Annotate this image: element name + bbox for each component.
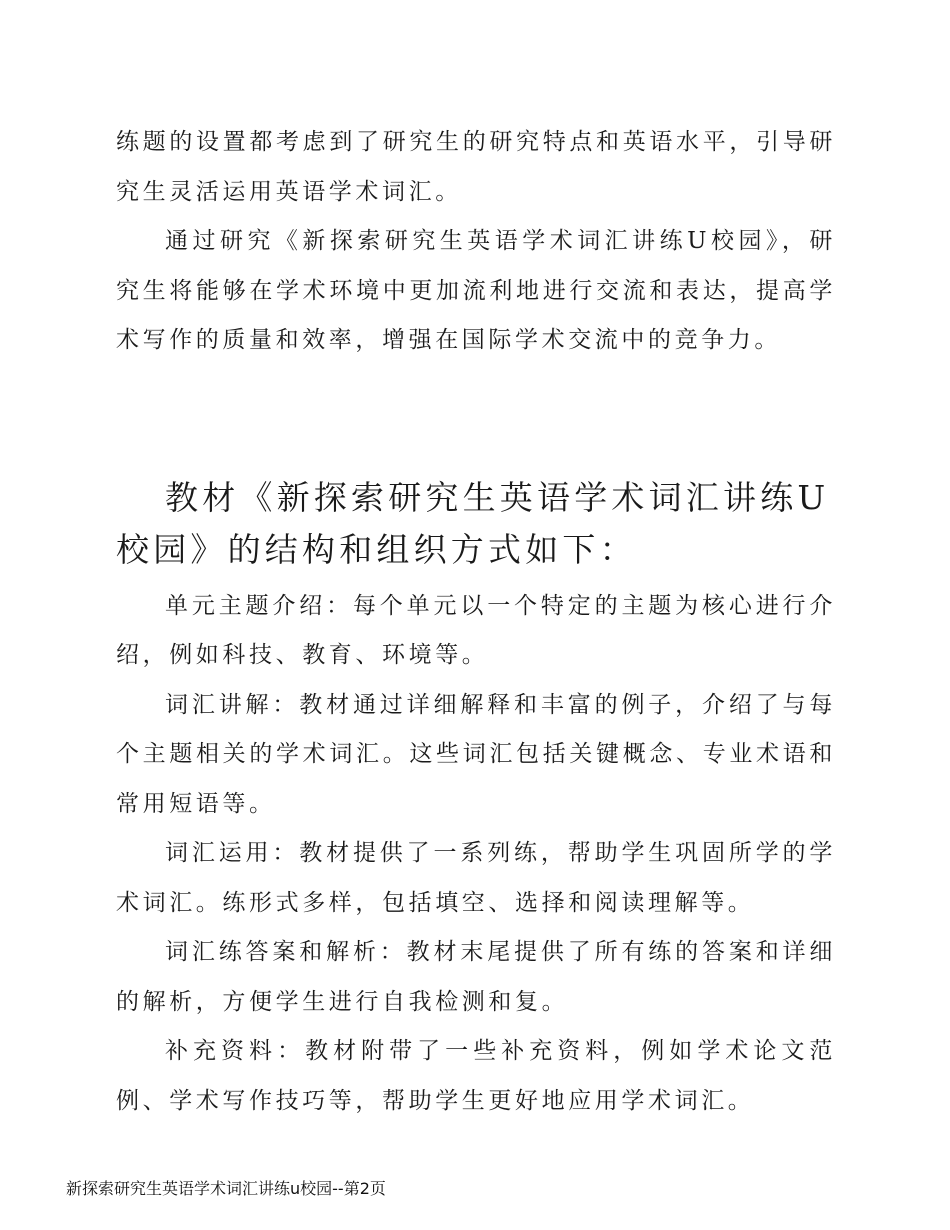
paragraph-vocab-practice: 词汇运用：教材提供了一系列练，帮助学生巩固所学的学术词汇。练形式多样，包括填空、选择和阅读理解等。 xyxy=(116,840,836,916)
paragraph-continuation: 练题的设置都考虑到了研究生的研究特点和英语水平，引导研究生灵活运用英语学术词汇。 xyxy=(116,129,836,205)
paragraph-answers: 词汇练答案和解析：教材末尾提供了所有练的答案和详细的解析，方便学生进行自我检测和复。 xyxy=(116,939,836,1015)
paragraph-vocab-explanation: 词汇讲解：教材通过详细解释和丰富的例子，介绍了与每个主题相关的学术词汇。这些词汇包括关键概念、专业术语和常用短语等。 xyxy=(116,691,836,817)
section-heading: 教材《新探索研究生英语学术词汇讲练U校园》的结构和组织方式如下： xyxy=(116,477,830,569)
page-footer: 新探索研究生英语学术词汇讲练u校园--第2页 xyxy=(66,1179,386,1198)
paragraph-summary: 通过研究《新探索研究生英语学术词汇讲练U校园》，研究生将能够在学术环境中更加流利地进行交流和表达，提高学术写作的质量和效率，增强在国际学术交流中的竞争力。 xyxy=(116,228,836,353)
document-body xyxy=(116,118,836,1126)
paragraph-supplements: 补充资料：教材附带了一些补充资料，例如学术论文范例、学术写作技巧等，帮助学生更好地应用学术词汇。 xyxy=(116,1038,836,1114)
paragraph-unit-topics: 单元主题介绍：每个单元以一个特定的主题为核心进行介绍，例如科技、教育、环境等。 xyxy=(116,592,836,668)
